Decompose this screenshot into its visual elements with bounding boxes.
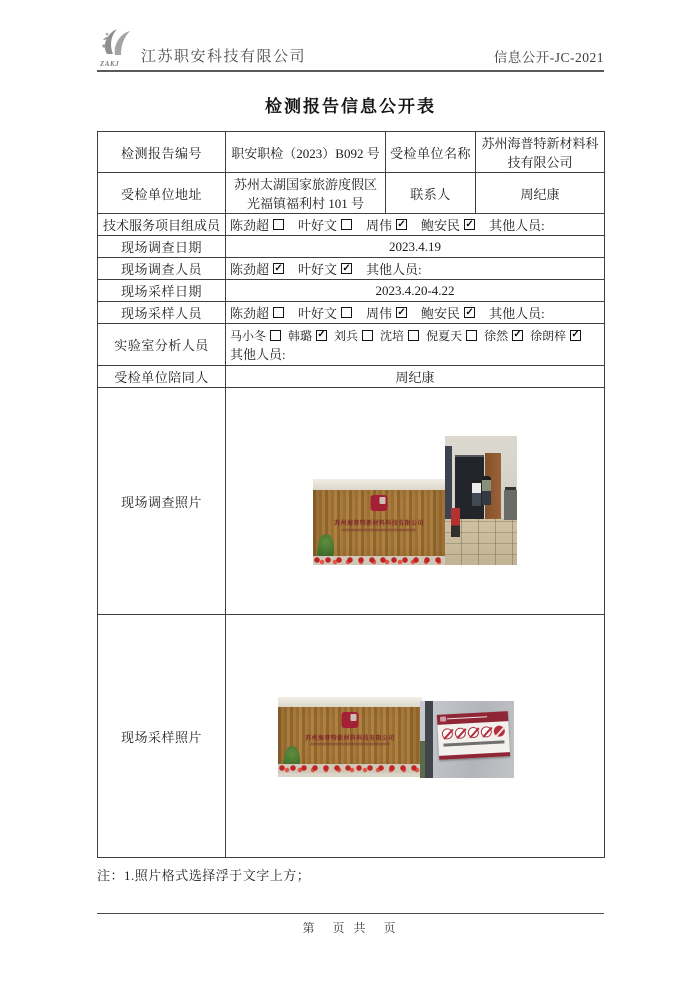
- checkbox-unchecked-icon: [273, 219, 284, 230]
- report-no-value: 职安职检（2023）B092 号: [226, 132, 386, 173]
- door-frame-strip: [425, 701, 433, 778]
- member-name: 陈劲超: [230, 306, 270, 321]
- checkbox-unchecked-icon: [408, 330, 419, 341]
- reception-wall-photo: [313, 479, 445, 565]
- ceiling-strip: [278, 697, 422, 707]
- checkbox-checked-icon: ✓: [342, 262, 351, 274]
- member-name: 叶好文: [298, 262, 338, 277]
- survey-staff-list: [230, 259, 366, 278]
- lab-staff-line: [230, 327, 600, 344]
- flower-row: [278, 764, 422, 773]
- page-footer: [97, 913, 604, 936]
- sampling-staff-line: [230, 303, 600, 322]
- hp-logo-icon: [342, 712, 359, 728]
- row-survey-date: [98, 236, 605, 258]
- prohibition-icons-row: [437, 726, 509, 741]
- prohibition-icon: [455, 728, 467, 740]
- row-team-members: [98, 214, 605, 236]
- member-item: [230, 259, 284, 278]
- document-content: [97, 0, 604, 884]
- checkbox-unchecked-icon: [466, 330, 477, 341]
- member-item: [484, 327, 523, 344]
- contact-label: 联系人: [386, 173, 476, 214]
- member-item: [230, 303, 284, 322]
- note-text: 注：1.照片格式选择浮于文字上方；: [97, 868, 311, 883]
- member-item: [298, 259, 352, 278]
- sign-header-bar: [437, 711, 509, 725]
- checkbox-unchecked-icon: [270, 330, 281, 341]
- unit-name-value: 苏州海普特新材料科技有限公司: [476, 132, 605, 173]
- survey-date-label: 现场调查日期: [98, 236, 226, 258]
- sampling-photos-cell: [226, 615, 605, 858]
- sign-bottom-bar: [439, 753, 511, 760]
- prohibition-icon: [468, 727, 480, 739]
- lab-staff-list: [230, 327, 588, 344]
- lab-staff-cell: [226, 324, 605, 366]
- lab-staff-label: 实验室分析人员: [98, 324, 226, 366]
- checkbox-checked-icon: ✓: [397, 218, 406, 230]
- sign-label-blur: [443, 743, 455, 747]
- doc-code: 信息公开-JC-2021: [493, 50, 604, 65]
- page-number-text: 第 页 共 页: [302, 921, 399, 935]
- checkbox-unchecked-icon: [341, 307, 352, 318]
- checkbox-checked-icon: ✓: [317, 329, 326, 340]
- report-no-label: 检测报告编号: [98, 132, 226, 173]
- member-name: 叶好文: [298, 218, 338, 233]
- logo-text: ZAKJ: [100, 60, 120, 68]
- checkbox-unchecked-icon: [273, 307, 284, 318]
- member-name: 马小冬: [230, 328, 267, 343]
- checkbox-checked-icon: ✓: [397, 306, 406, 318]
- row-escort: [98, 366, 605, 388]
- checkbox-checked-icon: ✓: [465, 306, 474, 318]
- team-member-list: [230, 215, 489, 234]
- team-label: 技术服务项目组成员: [98, 214, 226, 236]
- row-sampling-date: [98, 280, 605, 302]
- reception-wall-photo: [278, 697, 422, 777]
- other-staff-label: 其他人员:: [366, 262, 422, 277]
- survey-photo-label: 现场调查照片: [98, 388, 226, 615]
- member-name: 韩璐: [288, 328, 313, 343]
- member-item: [230, 215, 284, 234]
- checkbox-checked-icon: ✓: [274, 262, 283, 274]
- ceiling-strip: [313, 479, 445, 490]
- red-equipment: [451, 508, 460, 536]
- member-name: 陈劲超: [230, 218, 270, 233]
- member-name: 周伟: [366, 218, 393, 233]
- person-white-shirt: [472, 479, 481, 506]
- survey-photos-cell: [226, 388, 605, 615]
- member-name: 鲍安民: [421, 306, 461, 321]
- member-item: [530, 327, 581, 344]
- company-logo: [97, 26, 141, 68]
- survey-photos-area: [230, 389, 600, 613]
- member-item: [380, 327, 419, 344]
- row-lab-staff: [98, 324, 605, 366]
- wall-sign-text: 苏州海普特新材料科技有限公司: [305, 736, 395, 742]
- logo-leaf-icon: [97, 26, 141, 64]
- checkbox-checked-icon: ✓: [513, 329, 522, 340]
- other-staff-label: 其他人员:: [489, 306, 545, 321]
- checkbox-unchecked-icon: [362, 330, 373, 341]
- member-name: 徐然: [484, 328, 509, 343]
- member-item: [298, 215, 352, 234]
- member-item: [334, 327, 373, 344]
- checkbox-checked-icon: ✓: [465, 218, 474, 230]
- team-members-line: [230, 215, 600, 234]
- member-item: [366, 215, 407, 234]
- survey-staff-label: 现场调查人员: [98, 258, 226, 280]
- prohibition-icon: [481, 726, 493, 738]
- survey-staff-cell: [226, 258, 605, 280]
- survey-staff-line: [230, 259, 600, 278]
- sampling-date-value: 2023.4.20-4.22: [226, 280, 605, 302]
- member-name: 倪夏天: [426, 328, 463, 343]
- warning-sign-photo: [420, 701, 514, 778]
- wall-sign-text: 苏州海普特新材料科技有限公司: [334, 520, 424, 527]
- survey-room-photo: [445, 436, 517, 565]
- survey-date-value: 2023.4.19: [226, 236, 605, 258]
- unit-name-label: 受检单位名称: [386, 132, 476, 173]
- desk: [504, 490, 517, 520]
- document-header: [97, 0, 604, 72]
- row-sampling-staff: [98, 302, 605, 324]
- checkbox-checked-icon: ✓: [571, 329, 580, 340]
- other-staff-label: 其他人员:: [489, 218, 545, 233]
- row-report-no: [98, 132, 605, 173]
- member-item: [426, 327, 477, 344]
- row-sampling-photos: [98, 615, 605, 858]
- row-survey-photos: [98, 388, 605, 615]
- member-name: 叶好文: [298, 306, 338, 321]
- team-members-cell: [226, 214, 605, 236]
- member-name: 沈培: [380, 328, 405, 343]
- member-name: 陈劲超: [230, 262, 270, 277]
- sampling-date-label: 现场采样日期: [98, 280, 226, 302]
- member-item: [366, 303, 407, 322]
- sign-label-blur: [455, 742, 467, 746]
- sampling-photos-area: [230, 616, 600, 856]
- other-staff-label: 其他人员:: [230, 346, 286, 362]
- company-name: 江苏职安科技有限公司: [141, 49, 307, 65]
- row-survey-staff: [98, 258, 605, 280]
- info-table: [97, 131, 605, 858]
- wall-subtext-blur: [342, 529, 416, 531]
- sampling-staff-label: 现场采样人员: [98, 302, 226, 324]
- escort-value: 周纪康: [226, 366, 605, 388]
- flower-row: [313, 556, 445, 565]
- sign-label-blur: [492, 740, 504, 744]
- member-item: [421, 303, 475, 322]
- sign-label-blur: [468, 742, 480, 746]
- sampling-photo-label: 现场采样照片: [98, 615, 226, 858]
- member-name: 徐朗梓: [530, 328, 567, 343]
- member-name: 周伟: [366, 306, 393, 321]
- member-item: [230, 327, 281, 344]
- person-gray-shirt: [482, 476, 491, 505]
- member-item: [421, 215, 475, 234]
- wall-subtext-blur: [310, 743, 391, 745]
- contact-value: 周纪康: [476, 173, 605, 214]
- sign-label-blur: [480, 741, 492, 745]
- member-item: [298, 303, 352, 322]
- prohibition-icon: [442, 728, 454, 740]
- checkbox-unchecked-icon: [341, 219, 352, 230]
- sampling-staff-cell: [226, 302, 605, 324]
- member-item: [288, 327, 327, 344]
- sign-labels-row: [438, 740, 509, 747]
- row-unit-address: [98, 173, 605, 214]
- member-name: 刘兵: [334, 328, 359, 343]
- sampling-staff-list: [230, 303, 489, 322]
- warning-icon: [494, 726, 506, 738]
- member-name: 鲍安民: [421, 218, 461, 233]
- unit-addr-label: 受检单位地址: [98, 173, 226, 214]
- hp-logo-icon: [371, 495, 388, 511]
- unit-addr-value: 苏州太湖国家旅游度假区光福镇福利村 101 号: [226, 173, 386, 214]
- warning-sign-panel: [437, 711, 511, 759]
- escort-label: 受检单位陪同人: [98, 366, 226, 388]
- page-title: 检测报告信息公开表: [265, 97, 436, 116]
